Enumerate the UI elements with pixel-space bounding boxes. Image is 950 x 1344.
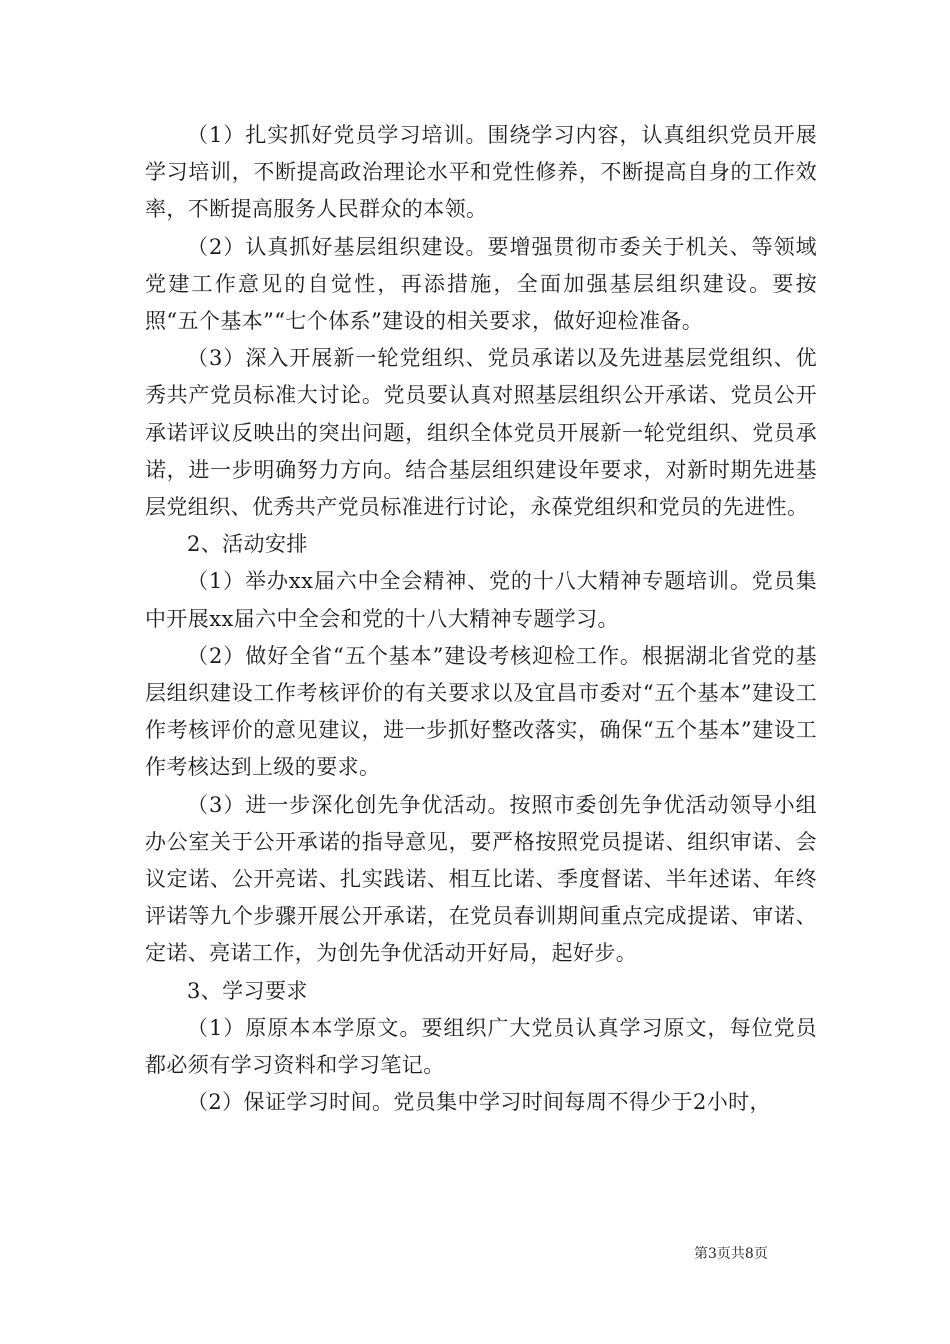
paragraph-activity-1-special-training: （1）举办xx届六中全会精神、党的十八大精神专题培训。党员集中开展xx届六中全会和党的十八大精神专题学习。 [145,569,817,631]
paragraph-activity-3-excellence-campaign: （3）进一步深化创先争优活动。按照市委创先争优活动领导小组办公室关于公开承诺的指导意见，要严格按照党员提诺、组织审诺、会议定诺、公开亮诺、扎实践诺、相互比诺、季度督诺、半年述诺、年终评诺等九个步骤开展公开承诺，在党员春训期间重点完成提诺、审诺、定诺、亮诺工作，为创先争优活动开好局，起好步。 [145,792,817,966]
paragraph-activity-2-inspection: （2）做好全省“五个基本”建设考核迎检工作。根据湖北省党的基层组织建设工作考核评价的有关要求以及宜昌市委对“五个基本”建设工作考核评价的意见建议，进一步抓好整改落实，确保“五个基本”建设工作考核达到上级的要求。 [145,643,817,780]
paragraph-requirement-2-study-time: （2）保证学习时间。党员集中学习时间每周不得少于2小时， [187,1090,771,1115]
paragraph-task-3-commitment-discussion: （3）深入开展新一轮党组织、党员承诺以及先进基层党组织、优秀共产党员标准大讨论。党员要认真对照基层组织公开承诺、党员公开承诺评议反映出的突出问题，组织全体党员开展新一轮党组织、党员承诺，进一步明确努力方向。结合基层组织建设年要求，对新时期先进基层党组织、优秀共产党员标准进行讨论，永葆党组织和党员的先进性。 [145,346,817,520]
paragraph-task-2-organization-building: （2）认真抓好基层组织建设。要增强贯彻市委关于机关、等领域党建工作意见的自觉性，再添措施，全面加强基层组织建设。要按照“五个基本”“七个体系”建设的相关要求，做好迎检准备。 [145,234,817,334]
paragraph-requirement-1-original-text: （1）原原本本学原文。要组织广大党员认真学习原文，每位党员都必须有学习资料和学习笔记。 [145,1015,817,1078]
page-number-footer: 第3页共8页 [694,1246,768,1262]
section-heading-activity-arrangement: 2、活动安排 [187,532,308,557]
section-heading-study-requirements: 3、学习要求 [187,978,308,1003]
document-body [145,117,817,1121]
paragraph-task-1-study-training: （1）扎实抓好党员学习培训。围绕学习内容，认真组织党员开展学习培训，不断提高政治理论水平和党性修养，不断提高自身的工作效率，不断提高服务人民群众的本领。 [145,123,817,222]
